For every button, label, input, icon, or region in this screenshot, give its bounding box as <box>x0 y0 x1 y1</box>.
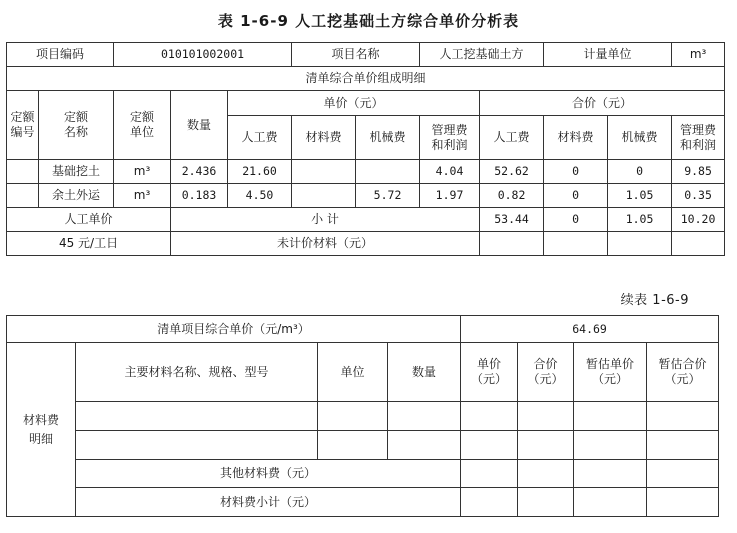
continued-label: 续表 1-6-9 <box>620 293 689 308</box>
unit-price-value: 64.69 <box>461 316 719 343</box>
labor-price: 45 元/工日 <box>7 232 171 256</box>
row-name: 余土外运 <box>39 184 114 208</box>
unit-price-analysis-table <box>6 42 725 256</box>
project-name-label: 项目名称 <box>292 43 420 67</box>
unpriced-row <box>7 232 725 256</box>
col-unit-price: 单价 （元） <box>461 343 518 402</box>
sub-labor: 人工费 <box>228 116 292 160</box>
material-header-row <box>7 343 719 402</box>
sub-labor-total: 人工费 <box>480 116 544 160</box>
row-unit: m³ <box>114 160 171 184</box>
labor-price-label: 人工单价 <box>7 208 171 232</box>
sub-mgmt: 管理费 和利润 <box>420 116 480 160</box>
table-row <box>7 402 719 431</box>
unit-value: m³ <box>672 43 725 67</box>
col-est-total-price: 暂估合价 （元） <box>647 343 719 402</box>
section-title: 清单综合单价组成明细 <box>7 67 725 91</box>
sub-material: 材料费 <box>292 116 356 160</box>
table-row: 余土外运 m³ 0.183 4.50 5.72 1.97 0.82 0 1.05 0.35 <box>7 184 725 208</box>
subtotal-machine: 1.05 <box>608 208 672 232</box>
sub-mgmt-total: 管理费 和利润 <box>672 116 725 160</box>
project-code-label: 项目编码 <box>7 43 114 67</box>
col-est-unit-price: 暂估单价 （元） <box>574 343 647 402</box>
other-material-row <box>7 460 719 488</box>
composite-price-row <box>7 316 719 343</box>
col-quota-no: 定额 编号 <box>7 91 39 160</box>
project-code: 010101002001 <box>114 43 292 67</box>
col-quantity: 数量 <box>171 91 228 160</box>
sub-machine-total: 机械费 <box>608 116 672 160</box>
unit-price-label: 清单项目综合单价（元/m³） <box>7 316 461 343</box>
material-subtotal-row <box>7 488 719 517</box>
material-subtotal-label: 材料费小计（元） <box>76 488 461 517</box>
group-total-price: 合价（元） <box>480 91 725 116</box>
project-info-row <box>7 43 725 67</box>
col-total-price: 合价 （元） <box>518 343 574 402</box>
table-row: 基础挖土 m³ 2.436 21.60 4.04 52.62 0 0 9.85 <box>7 160 725 184</box>
sub-material-total: 材料费 <box>544 116 608 160</box>
col-unit: 单位 <box>318 343 388 402</box>
col-quantity: 数量 <box>388 343 461 402</box>
table-title: 表 1-6-9 人工挖基础土方综合单价分析表 <box>217 12 520 30</box>
subtotal-row <box>7 208 725 232</box>
row-name: 基础挖土 <box>39 160 114 184</box>
subtotal-material: 0 <box>544 208 608 232</box>
subtotal-mgmt: 10.20 <box>672 208 725 232</box>
unpriced-material-label: 未计价材料（元） <box>171 232 480 256</box>
row-qty: 2.436 <box>171 160 228 184</box>
row-qty: 0.183 <box>171 184 228 208</box>
material-section-label: 材料费 明细 <box>7 343 76 517</box>
project-name: 人工挖基础土方 <box>420 43 544 67</box>
row-unit: m³ <box>114 184 171 208</box>
subtotal-labor: 53.44 <box>480 208 544 232</box>
material-detail-table <box>6 315 719 517</box>
col-quota-unit: 定额 单位 <box>114 91 171 160</box>
other-material-label: 其他材料费（元） <box>76 460 461 488</box>
col-quota-name: 定额 名称 <box>39 91 114 160</box>
sub-machine: 机械费 <box>356 116 420 160</box>
group-unit-price: 单价（元） <box>228 91 480 116</box>
subtotal-label: 小 计 <box>171 208 480 232</box>
unit-label: 计量单位 <box>544 43 672 67</box>
col-material-name: 主要材料名称、规格、型号 <box>76 343 318 402</box>
table-row <box>7 431 719 460</box>
